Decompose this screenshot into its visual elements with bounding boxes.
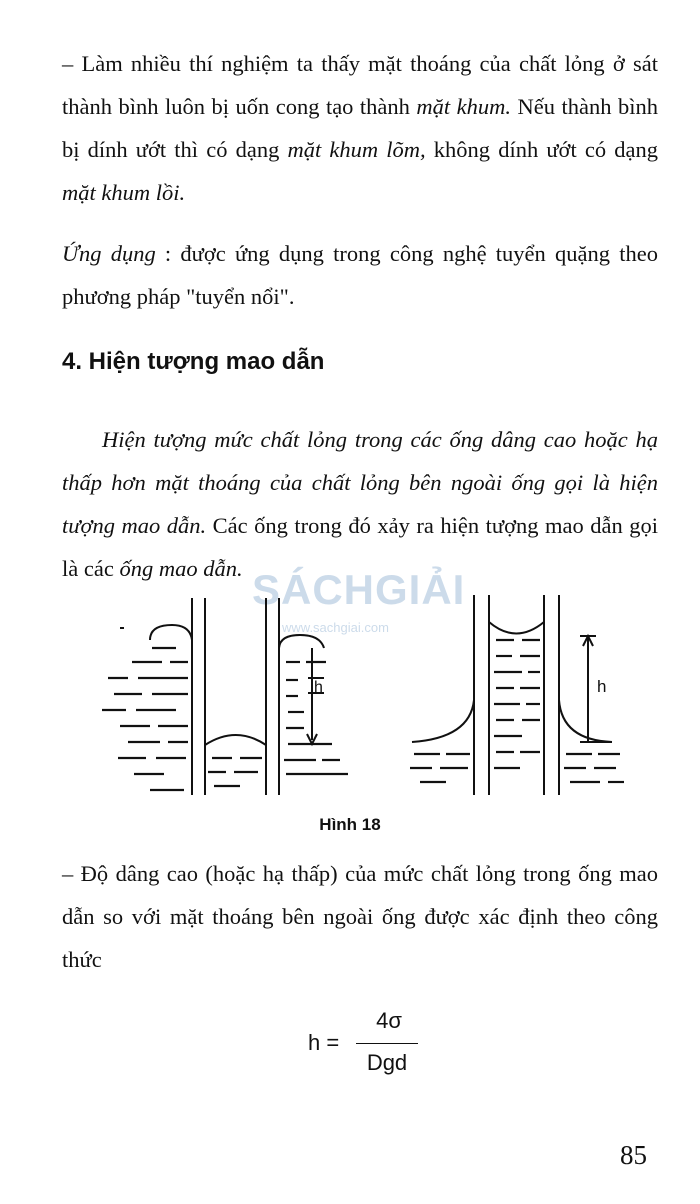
term-convex-meniscus: mặt khum lồi.	[62, 180, 186, 205]
capillarity-definition: Hiện tượng mức chất lỏng trong các ống dâng cao hoặc hạ thấp hơn mặt thoáng của chất lỏng bên ngoài ống gọi là hiện tượng mao dẫn.	[62, 427, 658, 538]
section-heading: 4. Hiện tượng mao dẫn	[62, 348, 325, 375]
right-height-label: h	[597, 677, 607, 696]
paragraph-capillarity: Hiện tượng mức chất lỏng trong các ống dâng cao hoặc hạ thấp hơn mặt thoáng của chất lỏng bên ngoài ống gọi là hiện tượng mao dẫn. Các ống trong đó xảy ra hiện tượng mao dẫn gọi là các ống mao dẫn.	[62, 427, 658, 581]
formula-lhs: h =	[308, 1030, 340, 1055]
formula-numerator: 4σ	[376, 1008, 402, 1033]
capillary-height-formula	[300, 1006, 440, 1086]
watermark-brand: SÁCHGIẢI	[252, 566, 466, 613]
page-number: 85	[620, 1140, 647, 1170]
formula-denominator: Dgd	[366, 1050, 408, 1075]
fraction-bar	[356, 1043, 418, 1044]
right-apparatus	[412, 595, 612, 795]
term-concave-meniscus: mặt khum lõm,	[287, 137, 426, 162]
left-height-label: h	[314, 679, 323, 696]
paragraph-formula-intro: – Độ dâng cao (hoặc hạ thấp) của mức chất lỏng trong ống mao dẫn so với mặt thoáng bên ngoài ống được xác định theo công thức	[62, 861, 658, 972]
paragraph-application: Ứng dụng : được ứng dụng trong công nghệ tuyển quặng theo phương pháp "tuyển nổi".	[62, 241, 658, 309]
watermark-url: www.sachgiai.com	[282, 620, 389, 635]
paragraph-meniscus: – Làm nhiều thí nghiệm ta thấy mặt thoáng của chất lỏng ở sát thành bình luôn bị uốn cong tạo thành mặt khum. Nếu thành bình bị dính ướt thì có dạng mặt khum lõm, không dính ướt có dạng mặt khum lồi.	[62, 51, 658, 205]
term-meniscus: mặt khum.	[416, 94, 512, 119]
right-liquid-hatching	[410, 640, 624, 782]
figure-caption: Hình 18	[319, 815, 381, 834]
application-label: Ứng dụng	[62, 241, 156, 266]
term-capillary-tubes: ống mao dẫn.	[119, 556, 243, 581]
